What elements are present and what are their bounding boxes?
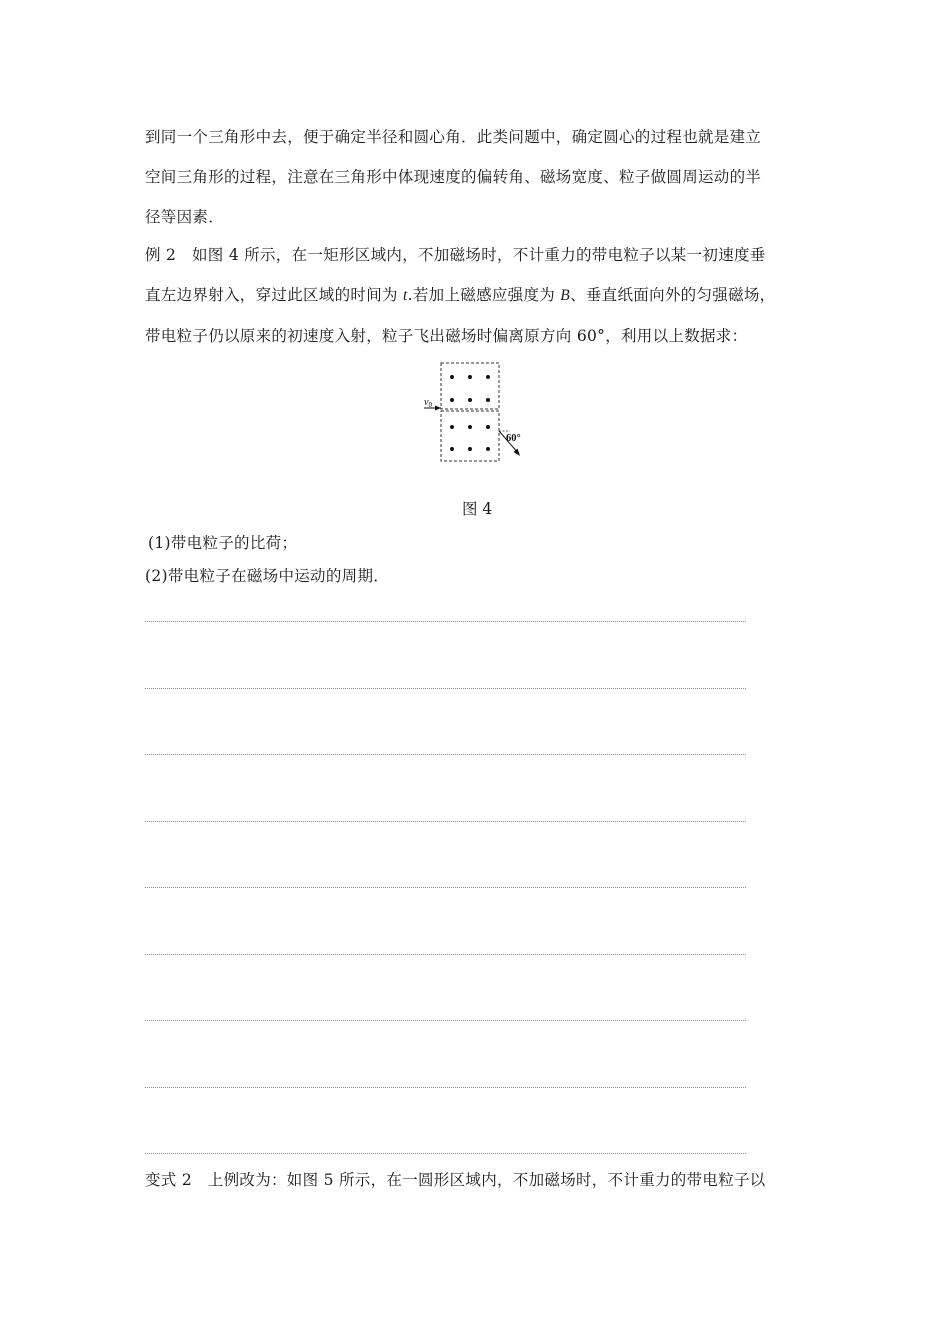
example-2-line-3: 带电粒子仍以原来的初速度入射，粒子飞出磁场时偏离原方向 60°，利用以上数据求： bbox=[145, 327, 748, 345]
answer-line bbox=[145, 821, 746, 822]
answer-line bbox=[145, 954, 746, 955]
example-2-text-a: 直左边界射入，穿过此区域的时间为 bbox=[145, 286, 404, 304]
exit-arrow-head bbox=[514, 449, 521, 457]
answer-line bbox=[145, 1153, 746, 1154]
angle-label: 60° bbox=[506, 433, 521, 444]
example-2-line-2 bbox=[145, 285, 775, 306]
figure-caption: 图 4 bbox=[462, 500, 493, 518]
paragraph-line-2: 空间三角形的过程，注意在三角形中体现速度的偏转角、磁场宽度、粒子做圆周运动的半 bbox=[145, 168, 762, 186]
example-2-line-1: 例 2 如图 4 所示，在一矩形区域内，不加磁场时，不计重力的带电粒子以某一初速度垂 bbox=[145, 246, 766, 264]
paragraph-line-3: 径等因素． bbox=[145, 208, 225, 226]
field-dots bbox=[450, 375, 490, 451]
example-2-text-b: .若加上磁感应强度为 bbox=[407, 286, 561, 304]
answer-line bbox=[145, 1020, 746, 1021]
question-2: (2)带电粒子在磁场中运动的周期． bbox=[145, 567, 390, 585]
magnetic-field-figure bbox=[420, 360, 540, 468]
field-region-bottom bbox=[441, 411, 499, 461]
paragraph-line-1: 到同一个三角形中去，便于确定半径和圆心角．此类问题中，确定圆心的过程也就是建立 bbox=[145, 128, 762, 146]
answer-line bbox=[145, 1087, 746, 1088]
time-symbol-t: t bbox=[403, 287, 408, 304]
variant-2-line-1: 变式 2 上例改为：如图 5 所示，在一圆形区域内，不加磁场时，不计重力的带电粒子以 bbox=[145, 1171, 766, 1189]
answer-line bbox=[145, 887, 746, 888]
question-1: (1)带电粒子的比荷； bbox=[148, 534, 298, 552]
answer-line bbox=[145, 688, 746, 689]
answer-line bbox=[145, 754, 746, 755]
entry-arrow-head bbox=[435, 406, 441, 411]
velocity-label: $v_0$ bbox=[424, 397, 432, 409]
field-region-top bbox=[441, 363, 499, 409]
field-symbol-b: B bbox=[560, 287, 571, 304]
example-2-text-c: 、垂直纸面向外的匀强磁场， bbox=[570, 286, 776, 304]
answer-line bbox=[145, 621, 746, 622]
